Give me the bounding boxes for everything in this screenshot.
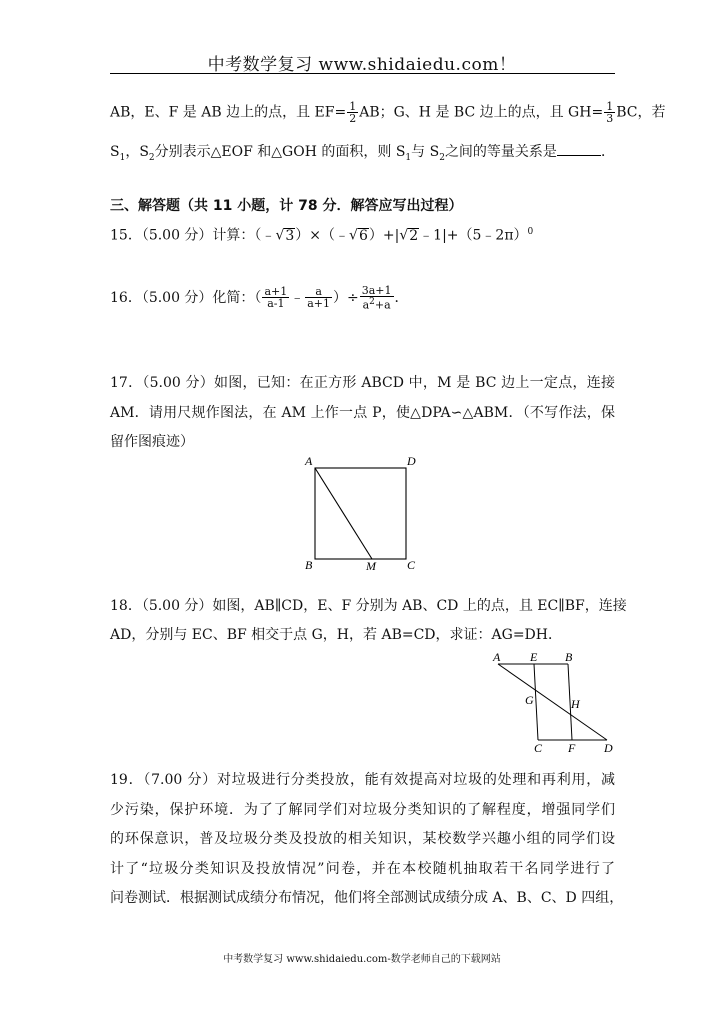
q15-mid-2: ）+| [368,227,400,244]
q14-s1: S [110,144,120,160]
q16-f1-num: a+1 [264,285,288,299]
page-footer: 中考数学复习 www.shidaiedu.com-数学老师自己的下载网站 [223,954,501,965]
q14-sub-1: 1 [405,152,412,163]
q14-text-c: BC，若 [616,104,666,121]
label-b: B [565,650,573,664]
q16-f3-num: 3a+1 [361,284,392,297]
section-3-title: 三、解答题（共 11 小题，计 78 分．解答应写出过程） [110,198,463,214]
q16-f2-num: a [305,286,332,298]
q16-minus: ﹣ [290,289,305,306]
sqrt-sign: √ [275,227,285,244]
q16-fraction-3 [360,285,394,311]
q14-sep: ， [125,144,140,160]
q19-line-2: 少污染，保护环境．为了了解同学们对垃圾分类知识的了解程度，增强同学们 [110,802,615,818]
q17-line-2: AM．请用尺规作图法，在 AM 上作一点 P，使△DPA∽△ABM．（不写作法，保 [110,405,615,421]
q15-radicand-3: 2 [409,227,419,244]
q16-label: 16．（5.00 分）化简：（ [110,289,262,306]
q16-f3-den-exp: 2 [369,297,375,307]
q14-fraction-2 [604,101,615,124]
q14-text-b: AB；G、H 是 BC 边上的点，且 GH= [359,104,604,121]
q14-answer-blank[interactable] [557,141,601,156]
q18-line-1: 18．（5.00 分）如图，AB∥CD，E、F 分别为 AB、CD 上的点，且 EC∥BF，连接 [110,598,627,614]
q19-line-5: 问卷测试．根据测试成绩分布情况，他们将全部测试成绩分成 A、B、C、D 四组， [110,890,624,906]
header-rule [110,73,615,74]
label-e: E [530,650,538,664]
q16-f3-den-rest: +a [374,298,391,312]
label-f: F [568,741,576,755]
label-a: A [493,650,501,664]
q15-mid-3: ﹣1|+（5﹣2π） [419,227,528,244]
q16-f3-den-base: a [362,298,370,312]
q16-end: ． [394,289,409,306]
q16-divide: ）÷ [333,289,359,306]
q14-sub-2: 2 [439,152,445,163]
q17-line-3: 留作图痕迹） [110,434,194,450]
label-h: H [571,697,580,711]
q14-frac1-num: 1 [349,100,357,113]
q17-line-1: 17．（5.00 分）如图，已知：在正方形 ABCD 中，M 是 BC 边上一定点，连接 [110,375,615,391]
q15-exponent: 0 [527,227,534,237]
q16-f1-den: a-1 [267,297,285,311]
segment-am [315,468,372,559]
q14-frac2-den: 3 [606,112,614,125]
q14-text-f: 之间的等量关系是 [444,144,557,160]
sqrt-sign: √ [349,227,358,244]
label-g: G [525,693,534,707]
q16-f2-den: a+1 [307,297,330,311]
label-a: A [305,454,313,468]
q16-f3-den [360,297,394,311]
q14-frac1-den: 2 [349,112,357,125]
square-abcd [315,468,406,559]
q14-line-1 [110,100,666,125]
segment-ec [534,664,538,740]
q14-s2: S [139,144,149,160]
label-m: M [366,559,376,573]
label-c: C [407,558,416,572]
q14-text-d: 分别表示△EOF 和△GOH 的面积，则 S [154,144,406,160]
label-d: D [604,741,613,755]
sqrt-sign: √ [399,227,409,244]
label-d: D [407,454,416,468]
q14-s2-sub: 2 [148,152,155,163]
q18-line-2: AD，分别与 EC、BF 相交于点 G，H，若 AB=CD，求证：AG=DH． [110,627,562,643]
label-b: B [305,558,313,572]
q19-line-1: 19．（7.00 分）对垃圾进行分类投放，能有效提高对垃圾的处理和再利用，减 [110,772,615,788]
q14-end: ． [600,144,615,160]
q14-text-e: 与 S [411,144,440,160]
q15-radicand-1: 3 [285,227,295,244]
q14-line-2 [110,141,615,168]
page-header-title: 中考数学复习 www.shidaiedu.com！ [207,55,517,75]
q19-line-3: 的环保意识，普及垃圾分类及投放的相关知识，某校数学兴趣小组的同学们设 [110,831,615,847]
q15-label: 15．（5.00 分）计算：（﹣ [110,227,276,244]
q16-fraction-1 [262,286,289,309]
q19-line-4: 计了“垃圾分类知识及投放情况”问卷，并在本校随机抽取若干名同学进行了 [110,861,615,877]
q17-square-figure [300,452,430,577]
q14-frac2-num: 1 [606,100,614,113]
q14-fraction-1 [347,101,358,124]
q18-parallel-figure [490,648,620,758]
q15-mid-1: ）×（﹣ [295,227,350,244]
q16-fraction-2 [305,286,332,309]
q15-line [110,222,615,246]
segment-ad [498,664,607,740]
label-c: C [534,741,543,755]
q16-line [110,285,615,311]
q14-s1-sub: 1 [119,152,126,163]
q15-radicand-2: 6 [358,227,368,244]
q14-text-a: AB，E、F 是 AB 边上的点，且 EF= [110,104,347,121]
